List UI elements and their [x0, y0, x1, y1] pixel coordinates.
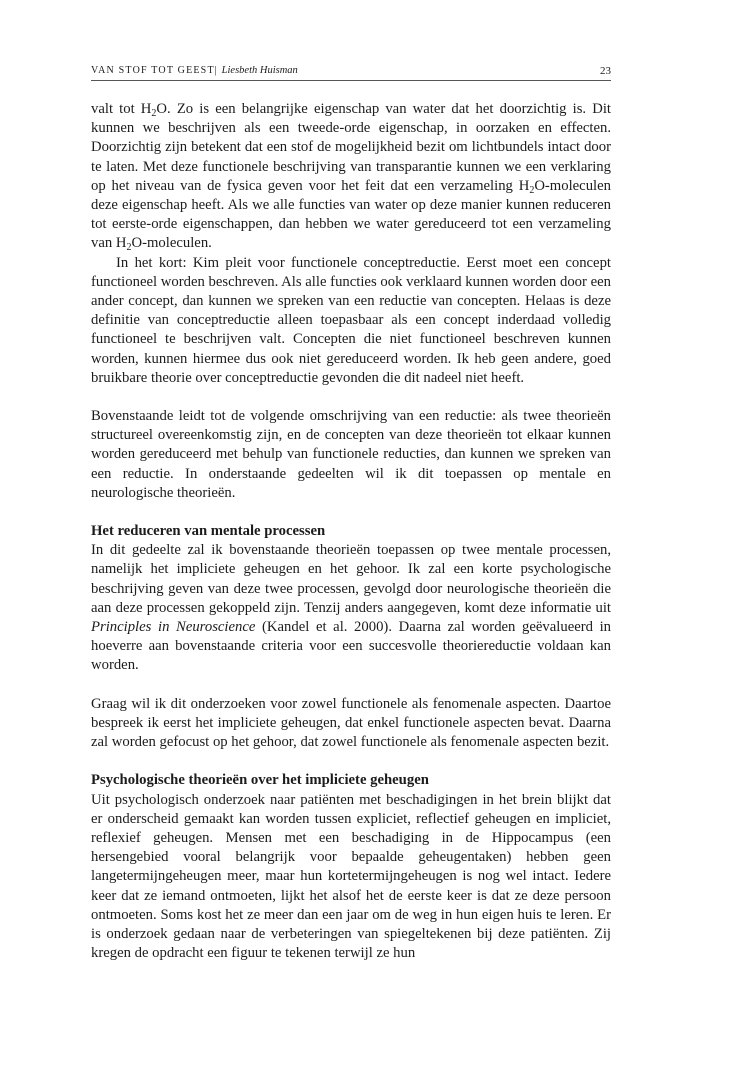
paragraph-reduction-definition: Bovenstaande leidt tot de volgende omschrijving van een reductie: als twee theorieën structureel overeenkomstig zijn, en de concepten van deze theorieën tot elkaar kunnen worden gereduceerd met behulp van functionele reducties, dan kunnen we spreken van een reductie. In onderstaande gedeelten wil ik dit toepassen op mentale en neurologische theorieën. — [91, 408, 611, 501]
paragraph-gap — [91, 752, 611, 771]
section-heading-mental-processes: Het reduceren van mentale processen — [91, 523, 326, 540]
author-name: Liesbeth Huisman — [221, 65, 298, 76]
text-run: (Kandel et al. 2000). Daarna zal worden geëvalueerd in hoeverre aan bovenstaande criteria voor een succesvolle theoriereductie voldaan kan worden. — [91, 619, 612, 674]
paragraph-gap — [91, 388, 611, 407]
paragraph-gap — [91, 676, 611, 695]
text-run: In dit gedeelte zal ik bovenstaande theorieën toepassen op twee mentale processen, namelijk het impliciete geheugen en het gehoor. Ik zal een korte psychologische beschrijving geven van deze twee processen, gevolgd door neurologische theorieën die aan deze processen gekoppeld zijn. Tenzij anders aangegeven, komt deze informatie uit — [91, 542, 611, 616]
text-run: O-moleculen deze eigenschap heeft. Als we alle functies van water op deze manier kunnen reduceren tot eerste-orde eigenschappen, dan hebben we water gereduceerd tot een verzameling van H — [91, 177, 611, 252]
paragraph-summary: In het kort: Kim pleit voor functionele conceptreductie. Eerst moet een concept functioneel worden beschreven. Als alle functies ook verklaard kunnen worden door een ander concept, dan kunnen we spreken van een reductie van concepten. Helaas is deze definitie van conceptreductie alleen toepasbaar als een concept inderdaad volledig functioneel te beschrijven valt. Concepten die niet functioneel beschreven kunnen worden, kunnen hiermee dus ook niet gereduceerd worden. Ik heb geen andere, goed bruikbare theorie over conceptreductie gevonden die dit nadeel niet heeft. — [91, 254, 611, 386]
paragraph-water — [91, 100, 611, 254]
running-title-text: VAN STOF TOT GEEST| — [91, 65, 218, 76]
running-title — [91, 65, 298, 76]
book-title: Principles in Neuroscience — [91, 619, 256, 636]
page-body — [91, 100, 611, 963]
text-run: valt tot H — [91, 101, 152, 117]
paragraph-gap — [91, 503, 611, 522]
running-header — [91, 62, 611, 81]
paragraph-aspects: Graag wil ik dit onderzoeken voor zowel functionele als fenomenale aspecten. Daartoe bespreek ik eerst het impliciete geheugen, dat enkel functionele aspecten bevat. Daarna zal worden gefocust op het gehoor, dat zowel functionele als fenomenale aspecten bezit. — [91, 695, 611, 751]
section-heading-implicit-memory: Psychologische theorieën over het impliciete geheugen — [91, 772, 429, 789]
paragraph-implicit-memory: Uit psychologisch onderzoek naar patiënten met beschadigingen in het brein blijkt dat er onderscheid gemaakt kan worden tussen expliciet, reflectief geheugen en impliciet, reflexief geheugen. Mensen met een beschadiging in de Hippocampus (een hersengebied vooral belangrijk voor bepaalde geheugentaken) hebben geen langetermijngeheugen meer, maar hun kortetermijngeheugen is nog wel intact. Iedere keer dat ze iemand ontmoeten, lijkt het alsof het de eerste keer is dat ze deze persoon ontmoeten. Soms kost het ze meer dan een jaar om de weg in hun eigen huis te leren. Er is onderzoek gedaan naar de verbeteringen van spiegeltekenen bij deze patiënten. Zij kregen de opdracht een figuur te tekenen terwijl ze hun — [91, 791, 611, 962]
subscript: 2 — [151, 108, 157, 119]
text-run: O. Zo is een belangrijke eigenschap van water dat het doorzichtig is. Dit kunnen we beschrijven als een tweede-orde eigenschap, in oorzaken en effecten. Doorzichtig zijn betekent dat een stof de mogelijkheid bezit om lichtbundels intact door te laten. Met deze functionele beschrijving van transparantie kunnen we een verklaring op het niveau van de fysica geven voor het feit dat een verzameling H — [91, 101, 612, 194]
page-number: 23 — [600, 65, 611, 77]
text-run: O-moleculen. — [131, 235, 212, 252]
paragraph-section-intro — [91, 541, 611, 675]
subscript: 2 — [126, 242, 132, 254]
subscript: 2 — [529, 184, 535, 196]
